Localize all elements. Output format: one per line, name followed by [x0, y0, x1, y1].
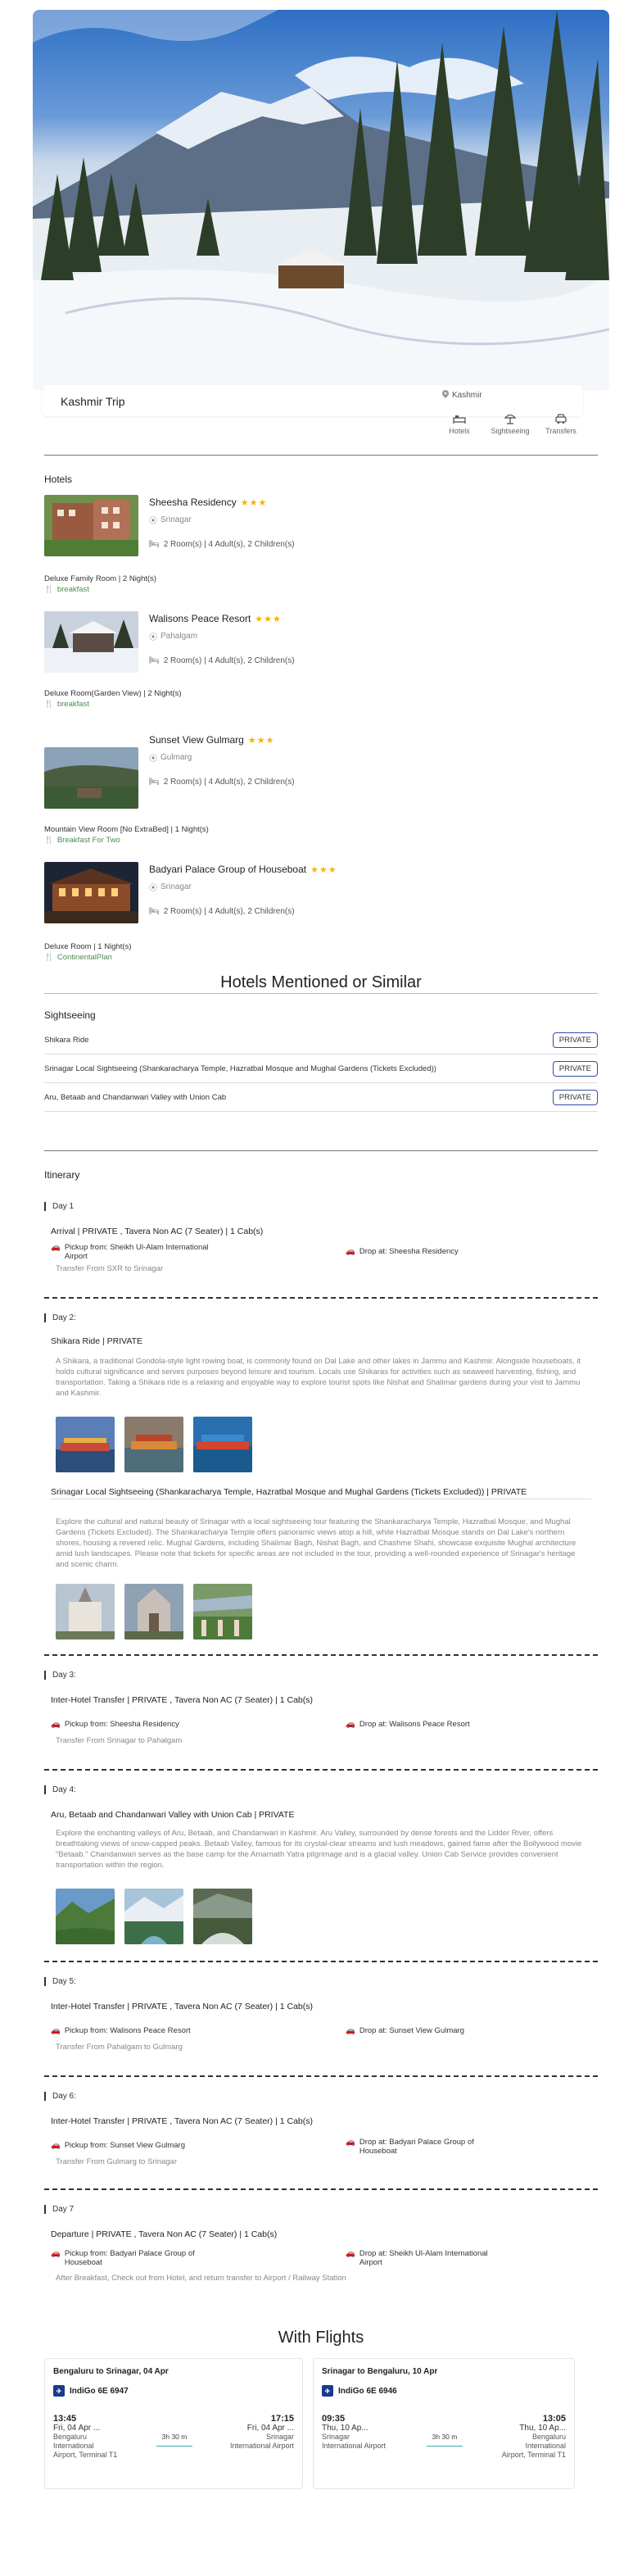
day-title: Departure | PRIVATE , Tavera Non AC (7 Seater) | 1 Cab(s)	[51, 2229, 278, 2239]
day-title: Srinagar Local Sightseeing (Shankaracharya Temple, Hazratbal Mosque and Mughal Gardens (Tickets Excluded)) | PRIVATE	[51, 1487, 527, 1497]
sightseeing-name: Srinagar Local Sightseeing (Shankaracharya Temple, Hazratbal Mosque and Mughal Gardens (Tickets Excluded))	[44, 1064, 436, 1073]
departure-info	[53, 2415, 119, 2460]
drop-info: 🚗 Drop at: Sheikh Ul-Alam International Airport	[346, 2249, 488, 2267]
drop-info: 🚗 Drop at: Walisons Peace Resort	[346, 1720, 470, 1729]
activity-description: Explore the enchanting valleys of Aru, Betaab, and Chandanwari in Kashmir. Aru Valley, surrounded by dense forests and the Lidder River, offers breathtaking views of snow-capped peaks. Betaab Valley, famous for its crystal-clear streams and lush meadows, gained fame after the Bollywood movie "Betaab." Chandanwari serves as the base camp for the Amarnath Yatra pilgrimage and is a glacial valley. Union Cab Service provides convenient transportation within the region.	[56, 1829, 582, 1870]
dashed-divider	[44, 1654, 598, 1656]
departure-info	[322, 2415, 387, 2451]
day-label: Day 1	[44, 1202, 74, 1211]
hotel-rooms: 🛏 2 Room(s) | 4 Adult(s), 2 Children(s)	[149, 656, 295, 665]
flight-card[interactable]	[313, 2358, 575, 2489]
flights-heading: With Flights	[278, 2329, 364, 2347]
departure-airport: Bengaluru International Airport, Terminal T1	[53, 2433, 118, 2459]
day-title: Inter-Hotel Transfer | PRIVATE , Tavera Non AC (7 Seater) | 1 Cab(s)	[51, 2116, 313, 2126]
arrival-date: Thu, 10 Ap...	[519, 2424, 566, 2433]
sightseeing-name: Shikara Ride	[44, 1035, 89, 1045]
activity-photo	[56, 1889, 115, 1944]
tab-hotels[interactable]: Hotels	[439, 413, 480, 435]
car-green-icon: 🚗	[51, 1243, 61, 1252]
activity-photo	[56, 1417, 115, 1472]
divider	[44, 993, 598, 994]
itinerary-heading: Itinerary	[44, 1169, 80, 1181]
arrival-airport: Bengaluru International Airport, Terminal T1	[501, 2433, 566, 2459]
bed-icon: 🛏	[149, 540, 160, 549]
transfer-note: After Breakfast, Check out from Hotel, and return transfer to Airport / Railway Station	[56, 2274, 346, 2283]
dashed-divider	[44, 1769, 598, 1771]
activity-description: A Shikara, a traditional Gondola-style light rowing boat, is commonly found on Dal Lake and other lakes in Jammu and Kashmir. Alongside houseboats, it holds cultural significance and serves purposes beyond leisure and tourism. Locals use Shikaras for activities such as seaweed harvesting, fishing, and transportation. Taking a Shikara ride is a relaxing and enjoyable way to explore tourist spots like Nishat and Shalimar gardens during your visit to Jammu and Kashmir.	[56, 1357, 581, 1398]
meal-plan: 🍴 breakfast	[44, 585, 89, 594]
dashed-divider	[44, 2188, 598, 2190]
map-pin-icon: ⦿	[149, 884, 157, 893]
drop-info: 🚗 Drop at: Badyari Palace Group of Houseboat	[346, 2138, 474, 2156]
private-badge: PRIVATE	[553, 1090, 598, 1105]
bed-icon	[453, 413, 466, 424]
dashed-divider	[44, 1297, 598, 1299]
sightseeing-row[interactable]	[44, 1026, 598, 1054]
activity-photo	[124, 1584, 183, 1639]
flight-duration: 3h 30 m	[422, 2433, 468, 2447]
meal-plan: 🍴 Breakfast For Two	[44, 836, 120, 845]
star-rating: ★★★	[255, 614, 282, 624]
day-title: Shikara Ride | PRIVATE	[51, 1336, 143, 1346]
day-label: Day 6:	[44, 2092, 76, 2101]
hotel-city: ⦿ Gulmarg	[149, 753, 192, 764]
hotel-name: Sheesha Residency ★★★	[149, 497, 268, 508]
trip-title: Kashmir Trip	[61, 395, 125, 408]
day-title: Inter-Hotel Transfer | PRIVATE , Tavera Non AC (7 Seater) | 1 Cab(s)	[51, 1695, 313, 1705]
drop-info: 🚗 Drop at: Sunset View Gulmarg	[346, 2026, 464, 2035]
fork-knife-icon: 🍴	[44, 585, 54, 594]
airline: ✈ IndiGo 6E 6946	[322, 2385, 397, 2397]
activity-photo	[56, 1584, 115, 1639]
room-type: Mountain View Room [No ExtraBed] | 1 Night(s)	[44, 825, 209, 834]
flight-route: Srinagar to Bengaluru, 10 Apr	[322, 2367, 438, 2376]
day-title: Arrival | PRIVATE , Tavera Non AC (7 Seater) | 1 Cab(s)	[51, 1227, 264, 1236]
hotel-name: Badyari Palace Group of Houseboat ★★★	[149, 864, 337, 875]
sightseeing-name: Aru, Betaab and Chandanwari Valley with Union Cab	[44, 1092, 227, 1102]
car-red-icon: 🚗	[346, 2138, 355, 2147]
private-badge: PRIVATE	[553, 1032, 598, 1048]
arrival-info	[228, 2415, 294, 2451]
day-title: Aru, Betaab and Chandanwari Valley with Union Cab | PRIVATE	[51, 1810, 295, 1820]
day-label: Day 4:	[44, 1785, 76, 1794]
hotels-similar-heading: Hotels Mentioned or Similar	[220, 973, 422, 991]
indigo-logo-icon: ✈	[322, 2385, 333, 2397]
pickup-info: 🚗 Pickup from: Badyari Palace Group of Houseboat	[51, 2249, 195, 2267]
pickup-info: 🚗 Pickup from: Sheesha Residency	[51, 1720, 179, 1729]
bed-icon: 🛏	[149, 778, 160, 787]
hotel-name: Sunset View Gulmarg ★★★	[149, 734, 275, 746]
activity-photo	[193, 1417, 252, 1472]
sightseeing-heading: Sightseeing	[44, 1009, 96, 1021]
hotel-image	[44, 747, 138, 809]
departure-date: Fri, 04 Apr ...	[53, 2424, 101, 2433]
arrival-info	[500, 2415, 566, 2460]
hotel-rooms: 🛏 2 Room(s) | 4 Adult(s), 2 Children(s)	[149, 778, 295, 787]
activity-photo	[124, 1889, 183, 1944]
hotel-city: ⦿ Srinagar	[149, 882, 192, 893]
star-rating: ★★★	[310, 864, 337, 875]
departure-time: 09:35	[322, 2414, 346, 2424]
activity-description: Explore the cultural and natural beauty of Srinagar with a local sightseeing tour featuring the Shankaracharya Temple, Hazratbal Mosque, and Mughal Gardens (Tickets Excluded). The Shankaracharya Temple offers panoramic views atop a hill, while Hazratbal Mosque stands on Dal Lake's northern shores, housing a revered relic. Mughal Gardens, including Shalimar Bagh, Nishat Bagh, and Chashme Shahi, showcase exquisite Mughal architecture amid lush landscapes. Please note that tickets for specific areas are not included in the tour, providing a well-rounded experience of Srinagar's heritage and scenic charm.	[56, 1517, 576, 1569]
arrival-airport: Srinagar International Airport	[229, 2433, 294, 2450]
star-rating: ★★★	[240, 497, 268, 508]
fork-knife-icon: 🍴	[44, 836, 54, 845]
private-badge: PRIVATE	[553, 1061, 598, 1077]
pickup-info: 🚗 Pickup from: Walisons Peace Resort	[51, 2026, 191, 2035]
fork-knife-icon: 🍴	[44, 700, 54, 709]
departure-airport: Srinagar International Airport	[322, 2433, 387, 2450]
car-green-icon: 🚗	[51, 2249, 61, 2258]
activity-photo	[193, 1584, 252, 1639]
sightseeing-row[interactable]	[44, 1054, 598, 1083]
hotel-city: ⦿ Pahalgam	[149, 632, 198, 642]
meal-plan: 🍴 breakfast	[44, 700, 89, 709]
activity-photo	[124, 1417, 183, 1472]
flight-card[interactable]	[44, 2358, 303, 2489]
day-label: Day 3:	[44, 1671, 76, 1680]
dashed-divider	[44, 2075, 598, 2077]
dashed-divider	[44, 1961, 598, 1962]
bed-icon: 🛏	[149, 656, 160, 665]
flight-duration: 3h 30 m	[151, 2433, 197, 2447]
transfer-note: Transfer From Srinagar to Pahalgam	[56, 1736, 183, 1745]
flight-route: Bengaluru to Srinagar, 04 Apr	[53, 2367, 169, 2376]
transfer-note: Transfer From Pahalgam to Gulmarg	[56, 2043, 183, 2052]
transfer-note: Transfer From SXR to Srinagar	[56, 1264, 164, 1273]
fork-knife-icon: 🍴	[44, 953, 54, 962]
day-label: Day 5:	[44, 1977, 76, 1986]
transfer-note: Transfer From Gulmarg to Srinagar	[56, 2157, 177, 2166]
star-rating: ★★★	[247, 735, 275, 746]
arrival-time: 13:05	[542, 2414, 566, 2424]
bed-icon: 🛏	[149, 907, 160, 916]
trip-location: Kashmir	[442, 390, 482, 401]
room-type: Deluxe Room(Garden View) | 2 Night(s)	[44, 689, 182, 698]
airline: ✈ IndiGo 6E 6947	[53, 2385, 129, 2397]
day-label: Day 2:	[44, 1313, 76, 1322]
map-pin-icon: ⦿	[149, 517, 157, 526]
tab-sightseeing[interactable]: Sightseeing	[490, 413, 531, 435]
hero-banner	[33, 10, 609, 391]
map-pin-icon: ⦿	[149, 755, 157, 764]
hotel-image	[44, 611, 138, 673]
map-pin-icon	[442, 390, 449, 401]
divider	[44, 455, 598, 456]
arrival-date: Fri, 04 Apr ...	[246, 2424, 294, 2433]
activity-photo	[193, 1889, 252, 1944]
umbrella-icon	[504, 413, 517, 424]
car-red-icon: 🚗	[346, 2026, 355, 2035]
indigo-logo-icon: ✈	[53, 2385, 65, 2397]
hotel-image	[44, 862, 138, 923]
map-pin-icon: ⦿	[149, 633, 157, 642]
hotels-heading: Hotels	[44, 474, 73, 485]
day-title: Inter-Hotel Transfer | PRIVATE , Tavera Non AC (7 Seater) | 1 Cab(s)	[51, 2002, 313, 2011]
car-red-icon: 🚗	[346, 1247, 355, 1256]
sightseeing-section	[44, 1009, 598, 1132]
car-red-icon: 🚗	[346, 1720, 355, 1729]
drop-info: 🚗 Drop at: Sheesha Residency	[346, 1247, 459, 1256]
car-green-icon: 🚗	[51, 2141, 61, 2150]
car-green-icon: 🚗	[51, 1720, 61, 1729]
car-green-icon: 🚗	[51, 2026, 61, 2035]
car-icon	[554, 413, 567, 424]
hotel-city: ⦿ Srinagar	[149, 515, 192, 526]
itinerary-section	[44, 1169, 598, 2308]
hotel-name: Walisons Peace Resort ★★★	[149, 613, 282, 624]
pickup-info: 🚗 Pickup from: Sheikh Ul-Alam International Airport	[51, 1243, 209, 1261]
hotel-image	[44, 495, 138, 556]
hotel-rooms: 🛏 2 Room(s) | 4 Adult(s), 2 Children(s)	[149, 907, 295, 916]
room-type: Deluxe Family Room | 2 Night(s)	[44, 574, 157, 583]
divider	[44, 1150, 598, 1151]
departure-date: Thu, 10 Ap...	[322, 2424, 368, 2433]
hotels-section	[44, 474, 598, 965]
hotel-rooms: 🛏 2 Room(s) | 4 Adult(s), 2 Children(s)	[149, 540, 295, 549]
mountain-landscape-image	[33, 10, 609, 391]
category-tabs	[439, 413, 581, 435]
pickup-info: 🚗 Pickup from: Sunset View Gulmarg	[51, 2141, 185, 2150]
sightseeing-row[interactable]	[44, 1083, 598, 1112]
tab-transfers[interactable]: Transfers	[540, 413, 581, 435]
departure-time: 13:45	[53, 2414, 77, 2424]
day-label: Day 7	[44, 2205, 74, 2214]
car-red-icon: 🚗	[346, 2249, 355, 2258]
arrival-time: 17:15	[270, 2414, 294, 2424]
room-type: Deluxe Room | 1 Night(s)	[44, 942, 132, 951]
meal-plan: 🍴 ContinentalPlan	[44, 953, 112, 962]
